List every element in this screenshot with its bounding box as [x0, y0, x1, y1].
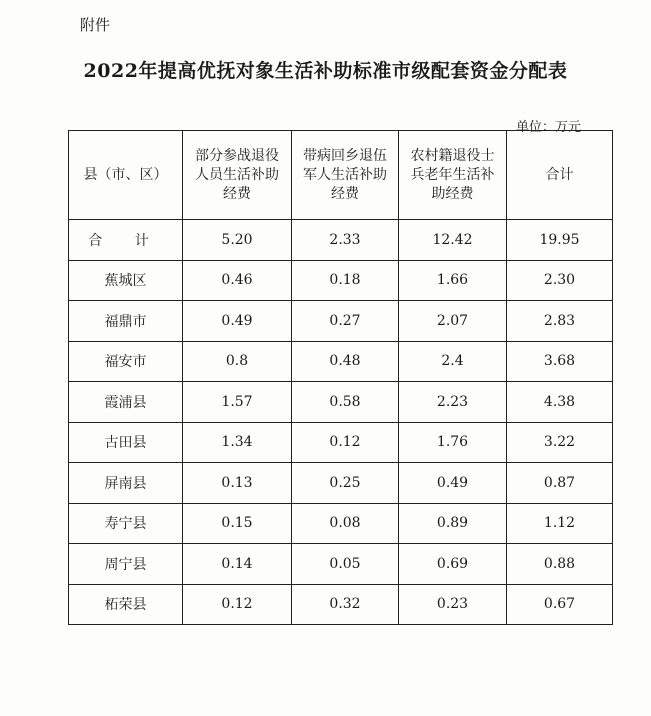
document-title: 2022年提高优抚对象生活补助标准市级配套资金分配表: [83, 60, 568, 82]
cell-total: 3.68: [507, 341, 613, 382]
cell-rural: 0.23: [399, 584, 507, 625]
row-label: 古田县: [69, 422, 183, 463]
header-county: 县（市、区）: [69, 131, 183, 220]
table-row: [69, 422, 613, 463]
cell-rural: 0.89: [399, 503, 507, 544]
cell-rural: 2.07: [399, 301, 507, 342]
table-row: [69, 260, 613, 301]
row-label: 屏南县: [69, 463, 183, 504]
table-row: [69, 503, 613, 544]
row-label: 周宁县: [69, 544, 183, 585]
cell-total: 19.95: [507, 220, 613, 261]
cell-rural: 0.69: [399, 544, 507, 585]
row-label: 寿宁县: [69, 503, 183, 544]
cell-total: 3.22: [507, 422, 613, 463]
cell-combat: 0.14: [183, 544, 292, 585]
cell-sick: 0.48: [292, 341, 399, 382]
row-label: 霞浦县: [69, 382, 183, 423]
header-total: 合计: [507, 131, 613, 220]
cell-total: 2.30: [507, 260, 613, 301]
cell-combat: 0.8: [183, 341, 292, 382]
row-label: 福安市: [69, 341, 183, 382]
cell-combat: 0.15: [183, 503, 292, 544]
table-row: [69, 544, 613, 585]
table-row-total: [69, 220, 613, 261]
cell-sick: 0.27: [292, 301, 399, 342]
cell-rural: 0.49: [399, 463, 507, 504]
cell-sick: 0.05: [292, 544, 399, 585]
header-sick-veterans: 带病回乡退伍军人生活补助经费: [292, 131, 399, 220]
cell-sick: 2.33: [292, 220, 399, 261]
cell-total: 4.38: [507, 382, 613, 423]
cell-combat: 0.13: [183, 463, 292, 504]
row-label: 合 计: [69, 220, 183, 261]
cell-combat: 5.20: [183, 220, 292, 261]
cell-total: 2.83: [507, 301, 613, 342]
unit-label: 单位：万元: [516, 120, 582, 135]
table-row: [69, 301, 613, 342]
cell-rural: 2.4: [399, 341, 507, 382]
cell-sick: 0.18: [292, 260, 399, 301]
cell-sick: 0.25: [292, 463, 399, 504]
cell-rural: 1.76: [399, 422, 507, 463]
cell-combat: 1.57: [183, 382, 292, 423]
row-label: 蕉城区: [69, 260, 183, 301]
cell-sick: 0.08: [292, 503, 399, 544]
cell-total: 0.67: [507, 584, 613, 625]
row-label: 柘荣县: [69, 584, 183, 625]
cell-combat: 0.12: [183, 584, 292, 625]
cell-rural: 12.42: [399, 220, 507, 261]
header-combat-veterans: 部分参战退役人员生活补助经费: [183, 131, 292, 220]
cell-sick: 0.58: [292, 382, 399, 423]
table-header-row: [69, 131, 613, 220]
cell-combat: 1.34: [183, 422, 292, 463]
cell-combat: 0.49: [183, 301, 292, 342]
table-row: [69, 463, 613, 504]
cell-total: 1.12: [507, 503, 613, 544]
cell-rural: 1.66: [399, 260, 507, 301]
cell-sick: 0.12: [292, 422, 399, 463]
cell-rural: 2.23: [399, 382, 507, 423]
table-row: [69, 341, 613, 382]
cell-sick: 0.32: [292, 584, 399, 625]
cell-combat: 0.46: [183, 260, 292, 301]
cell-total: 0.87: [507, 463, 613, 504]
allocation-table: [68, 130, 613, 625]
header-rural-veterans: 农村籍退役士兵老年生活补助经费: [399, 131, 507, 220]
table-row: [69, 382, 613, 423]
table-row: [69, 584, 613, 625]
attachment-label: 附件: [80, 16, 111, 34]
row-label: 福鼎市: [69, 301, 183, 342]
cell-total: 0.88: [507, 544, 613, 585]
